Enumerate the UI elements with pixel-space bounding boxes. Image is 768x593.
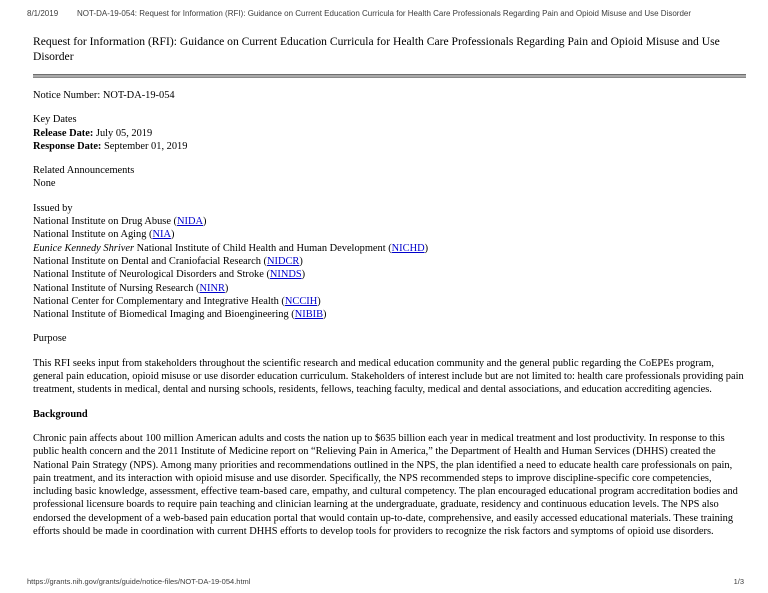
institute-link-nichd[interactable]: NICHD xyxy=(391,242,425,254)
institute-name-suffix: ) xyxy=(301,269,306,281)
key-dates-heading: Key Dates xyxy=(33,114,77,126)
print-date: 8/1/2019 xyxy=(27,9,59,18)
notice-number: Notice Number: NOT-DA-19-054 xyxy=(33,90,175,101)
institute-link-nidcr[interactable]: NIDCR xyxy=(267,255,300,267)
divider xyxy=(33,74,746,78)
issued-by-section xyxy=(33,202,746,322)
institute-name: National Institute on Aging ( xyxy=(33,229,153,241)
release-date-label: Release Date: xyxy=(33,127,94,139)
issued-by-item xyxy=(33,228,746,241)
issued-by-item xyxy=(33,295,746,308)
institute-link-nia[interactable]: NIA xyxy=(152,229,171,241)
response-date-row xyxy=(33,140,746,153)
institute-name-suffix: ) xyxy=(323,309,327,321)
institute-name: National Center for Complementary and Integrative Health ( xyxy=(33,295,285,307)
institute-link-nida[interactable]: NIDA xyxy=(177,216,203,228)
issued-by-item xyxy=(33,215,746,228)
institute-link-ninds[interactable]: NINDS xyxy=(269,269,302,281)
background-paragraph: Chronic pain affects about 100 million American adults and costs the nation up to $635 billion each year in medical treatment and lost productivity. In response to this public health concern and the 2011 Institute of Medicine report on “Relieving Pain in America,” the Department of Health and Human Services (DHHS) created the National Pain Strategy (NPS). Among many priorities and recommendations outlined in the NPS, the plan identified a need to educate health care professionals on pain, pain treatment, and its interaction with opioid misuse and use disorder. Specifically, the NPS recommended steps to improve discipline-specific core competencies, including basic knowledge, assessment, effective team-based care, empathy, and cultural competency. The plan encouraged educational program accreditation bodies and professional licensure boards to require pain teaching and clinician learning at the undergraduate, graduate, residency and continuous education levels. The NPS also endorsed the development of a web-based pain education portal that would contain up-to-date, comprehensive, and easily accessed educational materials. These training efforts should be made in coordination with current DHHS efforts to develop tools for providers to recognize the risk factors and symptoms of opioid use disorders. xyxy=(33,432,738,538)
release-date-value: July 05, 2019 xyxy=(95,127,153,139)
issued-by-heading: Issued by xyxy=(33,202,73,214)
institute-name-suffix: ) xyxy=(203,216,207,228)
print-footer-url: https://grants.nih.gov/grants/guide/notice-files/NOT-DA-19-054.html xyxy=(27,577,251,586)
issued-by-item xyxy=(33,308,746,321)
issued-by-item xyxy=(33,255,746,268)
document-content xyxy=(0,34,768,538)
print-header xyxy=(0,0,768,21)
institute-name-suffix: ) xyxy=(424,242,429,254)
response-date-value: September 01, 2019 xyxy=(104,140,188,152)
purpose-section xyxy=(33,332,746,396)
response-date-label: Response Date: xyxy=(33,140,102,152)
institute-name: National Institute of Nursing Research ( xyxy=(33,282,200,294)
institute-name: National Institute of Child Health and Human Development ( xyxy=(133,242,392,254)
background-section xyxy=(33,408,746,539)
purpose-heading: Purpose xyxy=(33,333,67,345)
related-announcements-value: None xyxy=(33,178,56,190)
institute-name-italic: Eunice Kennedy Shriver xyxy=(33,242,134,254)
print-footer-page-number: 1/3 xyxy=(733,577,744,586)
issued-by-item xyxy=(33,242,746,255)
release-date-row xyxy=(33,127,746,140)
print-footer xyxy=(27,577,744,586)
institute-link-nibib[interactable]: NIBIB xyxy=(294,309,324,321)
institute-name: National Institute on Drug Abuse ( xyxy=(33,216,178,228)
institute-link-ninr[interactable]: NINR xyxy=(199,282,225,294)
related-announcements-section xyxy=(33,164,746,191)
related-announcements-heading: Related Announcements xyxy=(33,165,135,177)
issued-by-item xyxy=(33,268,746,281)
institute-name: National Institute of Neurological Disorders and Stroke ( xyxy=(33,269,270,281)
institute-name: National Institute on Dental and Craniofacial Research ( xyxy=(33,255,267,267)
background-heading: Background xyxy=(33,408,88,420)
institute-name-suffix: ) xyxy=(299,255,303,267)
page-title: Request for Information (RFI): Guidance on Current Education Curricula for Health Care Professionals Regarding Pain and Opioid Misuse and Use Disorder xyxy=(33,35,720,63)
institute-name-suffix: ) xyxy=(317,295,321,307)
institute-name-suffix: ) xyxy=(224,282,229,294)
institute-name-suffix: ) xyxy=(170,229,175,241)
issued-by-item xyxy=(33,282,746,295)
print-header-title: NOT-DA-19-054: Request for Information (RFI): Guidance on Current Education Curricula for Health Care Professionals Regarding Pain and Opioid Misuse and Use Disorder xyxy=(76,9,692,18)
purpose-paragraph: This RFI seeks input from stakeholders throughout the scientific research and medical education community and the general public regarding the CoEPEs program, general pain education, opioid misuse or use disorder education curriculum. Stakeholders of interest include but are not limited to: health care professionals providing pain treatment, students in medical, dental and nursing schools, residents, fellows, teaching faculty, medical and dental associations, and education accrediting agencies. xyxy=(33,357,744,396)
key-dates-section xyxy=(33,113,746,153)
institute-name: National Institute of Biomedical Imaging and Bioengineering ( xyxy=(33,309,295,321)
institute-link-nccih[interactable]: NCCIH xyxy=(284,295,318,307)
